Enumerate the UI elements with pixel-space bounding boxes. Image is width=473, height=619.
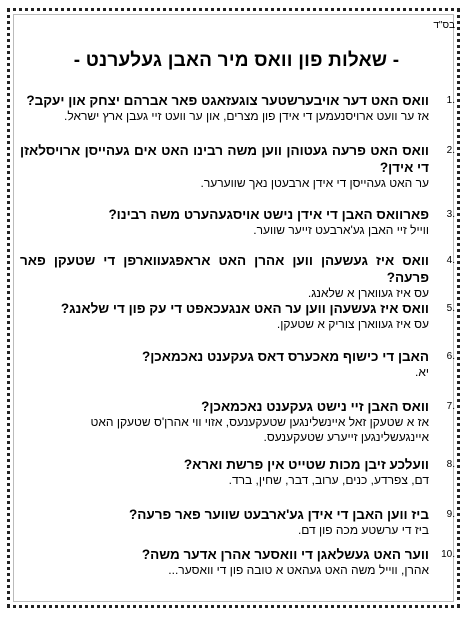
- question-number: 10.: [441, 549, 455, 560]
- question-item: [20, 506, 455, 546]
- question-number: 2.: [446, 145, 455, 156]
- answer-text: אהרן, ווייל משה האט געהאט א טובה פון די וואסער...: [168, 563, 429, 577]
- question-label: וואס האט דער אויבערשטער צוגעזאגט פאר אברהם יצחק און יעקב?: [26, 93, 429, 108]
- question-number: 3.: [446, 209, 455, 220]
- question-item: [20, 252, 455, 300]
- question-text: [20, 456, 455, 473]
- question-number: 4.: [446, 255, 455, 266]
- question-text: [20, 252, 455, 286]
- question-text: [20, 92, 455, 109]
- question-number: 1.: [446, 95, 455, 106]
- answer-text: ווייל זיי האבן גע'ארבעט זייער שווער.: [253, 223, 429, 237]
- question-label: וואס האט פרעה געטוהן ווען משה רבינו האט אים געהייסן ארויסלאזן די אידן?: [20, 143, 429, 175]
- answer-text: דם, צפרדע, כנים, ערוב, דבר, שחין, ברד.: [228, 473, 429, 487]
- question-text: [20, 546, 455, 563]
- question-number: 9.: [446, 509, 455, 520]
- page-title: - שאלות פון וואס מיר האבן געלערנט -: [73, 50, 400, 71]
- bsd-header: בס"ד: [433, 20, 455, 31]
- question-label: וואס איז געשעהן ווען ער האט אנגעכאפט די עק פון די שלאנג?: [60, 301, 429, 316]
- question-number: 6.: [446, 351, 455, 362]
- question-label: פארוואס האבן די אידן נישט אויסגעהערט משה רבינו?: [108, 207, 429, 222]
- answer-text: אז א שטעקן זאל איינשלינגען שטעקענעס, אזוי ווי אהרן'ס שטעקן האט איינגעשלינגען זייערע שטעקענעס.: [90, 415, 429, 444]
- question-number: 8.: [446, 459, 455, 470]
- question-label: וואס איז געשעהן ווען אהרן האט אראפגעווארפן די שטעקן פאר פרעה?: [20, 253, 429, 285]
- question-text: [20, 300, 455, 317]
- question-label: וואס האבן זיי נישט געקענט נאכמאכן?: [201, 399, 429, 414]
- question-text: [20, 398, 455, 415]
- question-number: 7.: [446, 401, 455, 412]
- question-label: ביז ווען האבן די אידן גע'ארבעט שווער פאר פרעה?: [129, 507, 429, 522]
- question-list: [20, 92, 455, 580]
- question-label: האבן די כישוף מאכערס דאס געקענט נאכמאכן?: [141, 349, 429, 364]
- question-number: 5.: [446, 303, 455, 314]
- question-text: [20, 348, 455, 365]
- answer-text: ביז די ערשטע מכה פון דם.: [297, 523, 429, 537]
- question-item: [20, 398, 455, 456]
- question-item: [20, 348, 455, 398]
- question-item: [20, 206, 455, 252]
- answer-text: עס איז געווארן צוריק א שטעקן.: [276, 317, 429, 331]
- question-text: [20, 506, 455, 523]
- question-item: [20, 546, 455, 580]
- question-item: [20, 456, 455, 506]
- question-label: וועלכע זיבן מכות שטייט אין פרשת וארא?: [183, 457, 429, 472]
- question-item: [20, 300, 455, 348]
- answer-text: ער האט געהייסן די אידן ארבעטן נאך שווערער.: [200, 176, 429, 190]
- question-item: [20, 142, 455, 206]
- question-text: [20, 142, 455, 176]
- question-text: [20, 206, 455, 223]
- answer-text: עס איז געווארן א שלאנג.: [307, 286, 429, 300]
- answer-text: אז ער וועט ארויסנעמען די אידן פון מצרים, און ער וועט זיי געבן ארץ ישראל.: [64, 109, 429, 123]
- answer-text: יא.: [415, 365, 429, 379]
- question-label: ווער האט געשלאגן די וואסער אהרן אדער משה?: [141, 547, 429, 562]
- question-item: [20, 92, 455, 142]
